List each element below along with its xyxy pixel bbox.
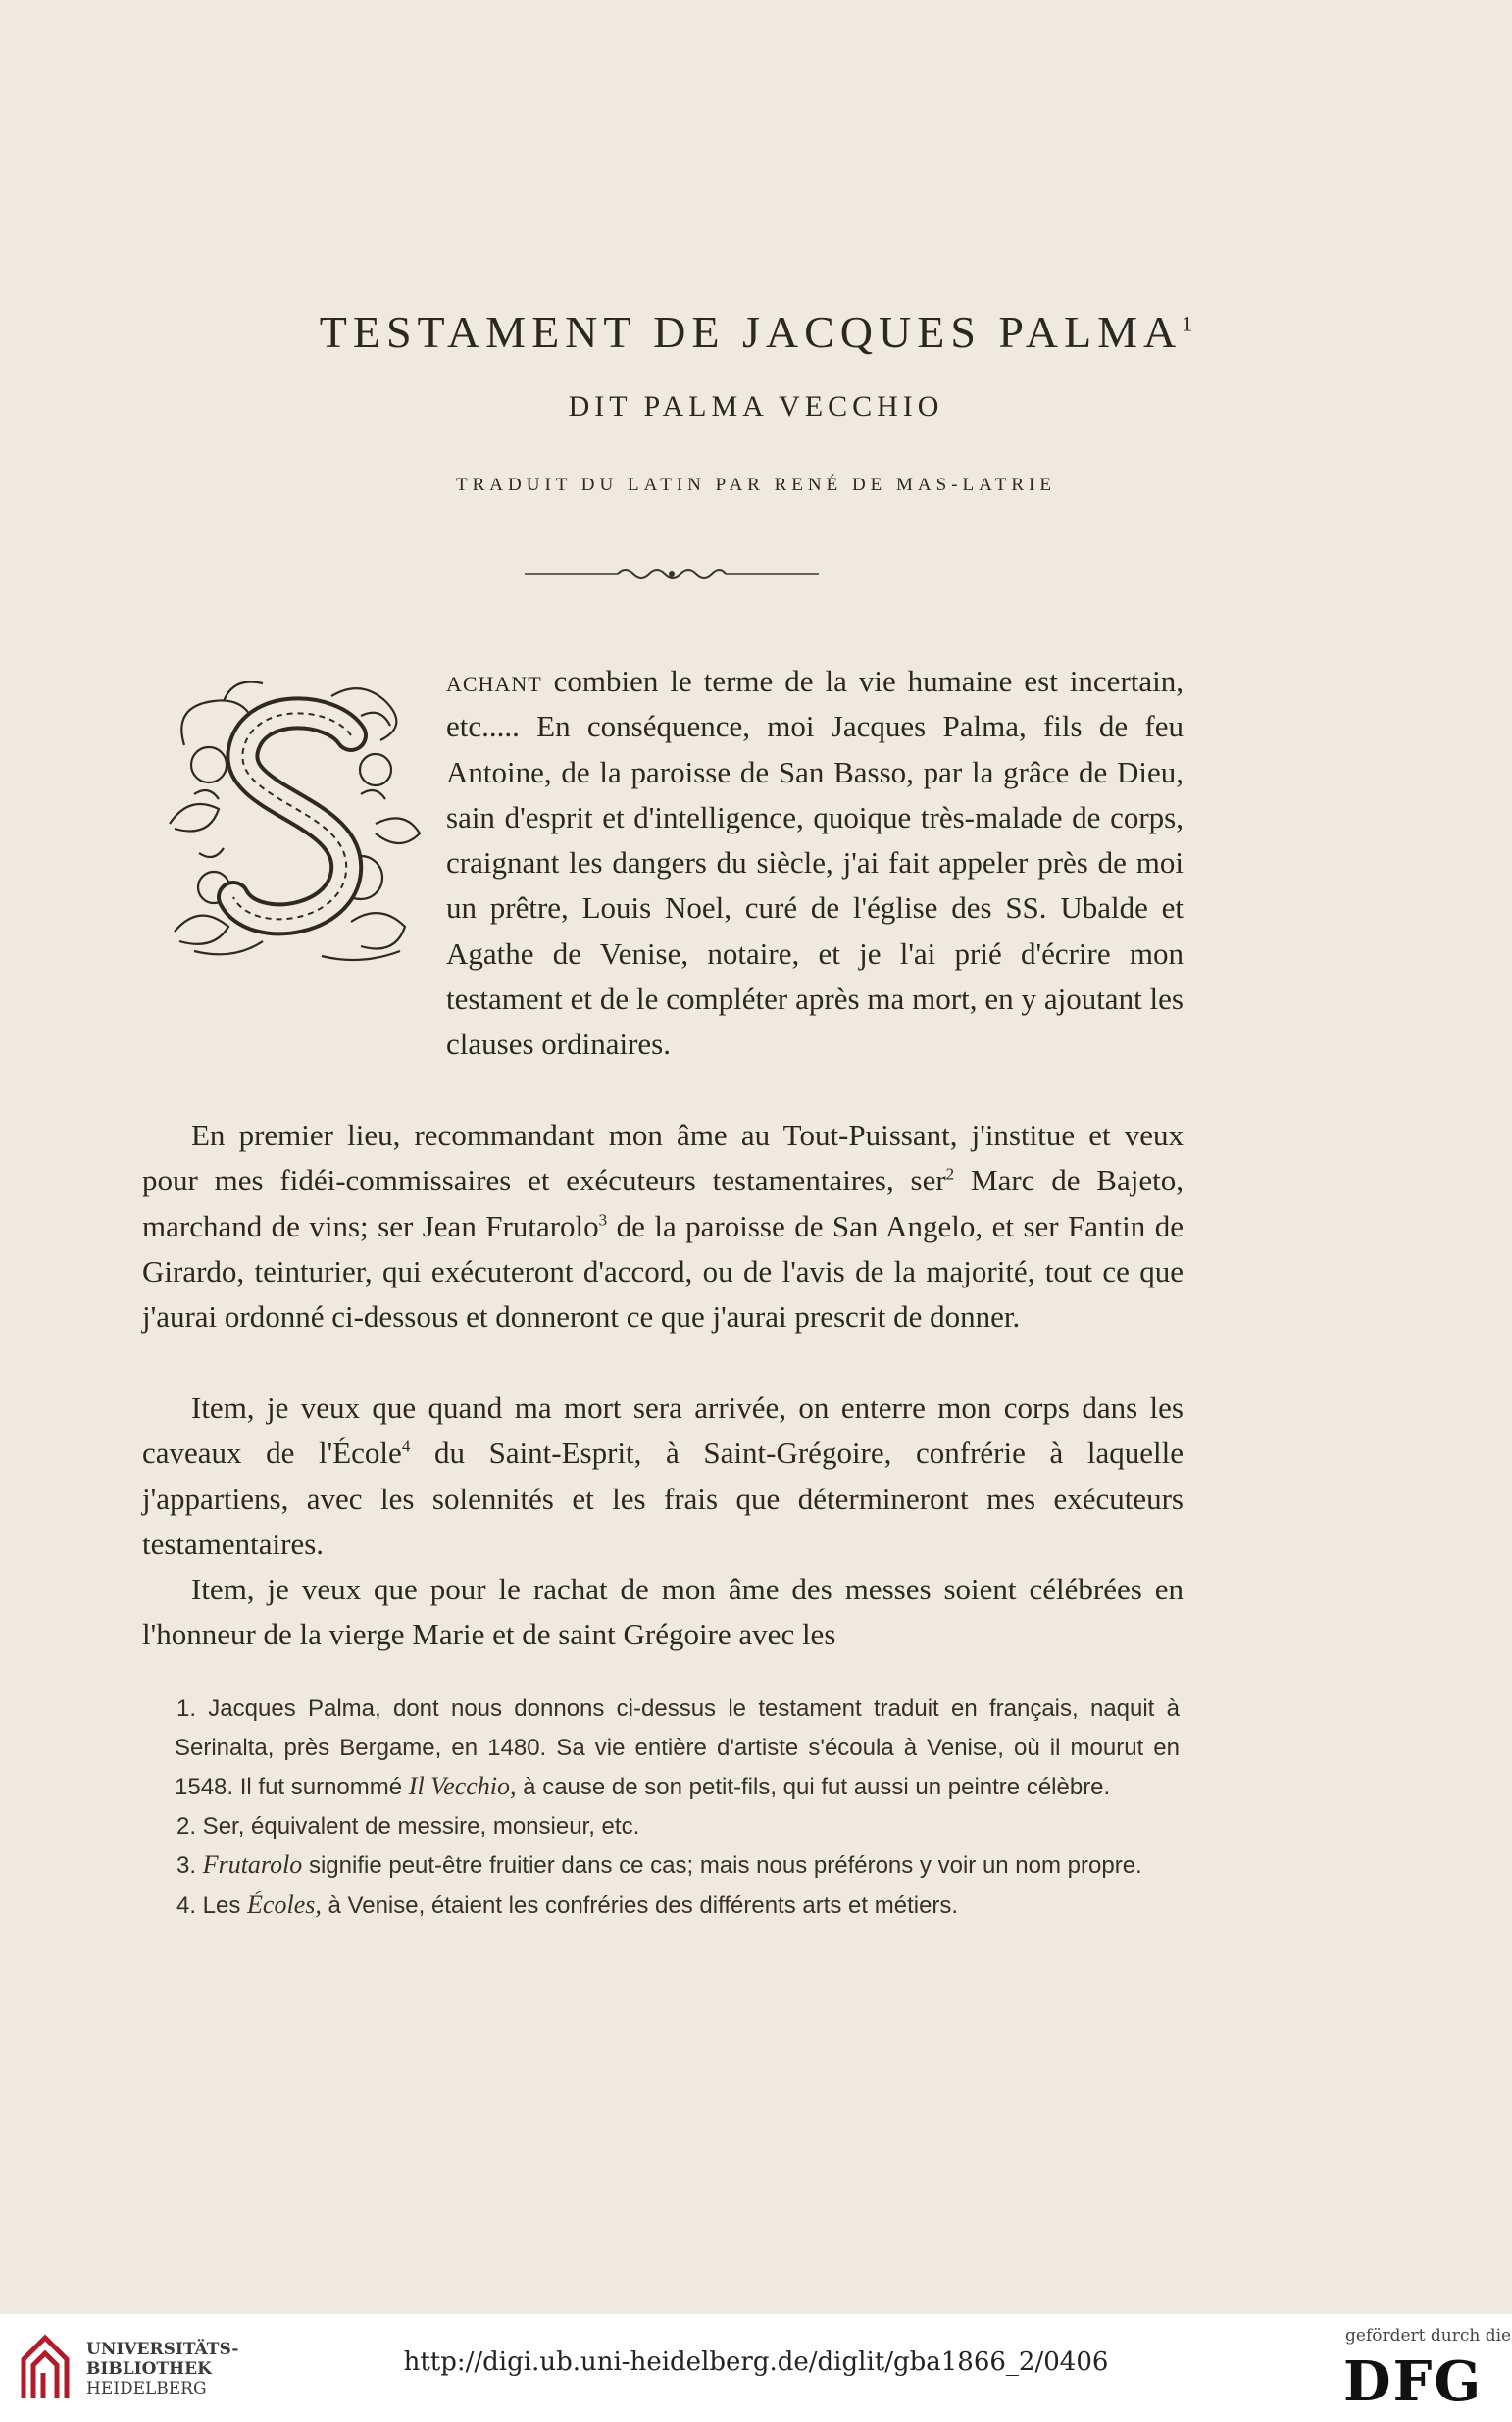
library-name: UNIVERSITÄTS- BIBLIOTHEK HEIDELBERG	[86, 2340, 239, 2398]
article-title: TESTAMENT DE JACQUES PALMA$^1$	[319, 307, 1193, 357]
footnote-ref-4[interactable]: 4	[401, 1437, 411, 1456]
paragraph-2: En premier lieu, recommandant mon âme au Tout-Puissant, j'institue et veux pour mes fidéi-commissaires et exécuteurs testamentaires, ser$^2$ Marc de Bajeto, marchand de vins; ser Jean Frutarolo$^3$ de la paroisse de San Angelo, et ser Fantin de Girardo, teinturier, qui exécuteront d'accord, ou de l'avis de la majorité, tout ce que j'aurai ordonné ci-dessous et donneront ce que j'aurai prescrit de donner.	[142, 1118, 1184, 1335]
article-subtitle: DIT PALMA VECCHIO	[568, 390, 944, 423]
paragraph-4: Item, je veux que pour le rachat de mon âme des messes soient célébrées en l'honneur de la vierge Marie et de saint Grégoire avec les	[142, 1572, 1184, 1652]
ornament-divider-icon	[525, 559, 819, 588]
dfg-logo: DFG	[1343, 2349, 1484, 2414]
footnote-ref-1[interactable]: 1	[1182, 311, 1193, 336]
funded-by-label: gefördert durch die	[1345, 2326, 1512, 2346]
translator-credit: TRADUIT DU LATIN PAR RENÉ DE MAS-LATRIE	[456, 475, 1056, 495]
footnote-1: 1. Jacques Palma, dont nous donnons ci-dessus le testament traduit en français, naquit à Serinalta, près Bergame, en 1480. Sa vie entière d'artiste s'écoula à Venise, où il mourut en 1548. Il fut surnommé Il Vecchio, à cause de son petit-fils, qui fut aussi un peintre célèbre.	[175, 1695, 1180, 1800]
paragraph-3: Item, je veux que quand ma mort sera arrivée, on enterre mon corps dans les caveaux de l'École$^4$ du Saint-Esprit, à Saint-Grégoire, confrérie à laquelle j'appartiens, avec les solennités et les frais que détermineront mes exécuteurs testamentaires.	[142, 1390, 1184, 1561]
permalink-url[interactable]: http://digi.ub.uni-heidelberg.de/diglit/gba1866_2/0406	[403, 2347, 1109, 2377]
footnote-4: 4. Les Écoles, à Venise, étaient les confréries des différents arts et métiers.	[176, 1890, 959, 1919]
opening-small-caps: achant	[446, 664, 542, 698]
footnote-ref-2[interactable]: 2	[945, 1164, 955, 1184]
opening-paragraph: achant combien le terme de la vie humaine est incertain, etc..... En conséquence, moi Jacques Palma, fils de feu Antoine, de la paroisse de San Basso, par la grâce de Dieu, sain d'esprit et d'intelligence, quoique très-malade de corps, craignant les dangers du siècle, j'ai fait appeler près de moi un prêtre, Louis Noel, curé de l'église des SS. Ubalde et Agathe de Venise, notaire, et je l'ai prié d'écrire mon testament et de le compléter après ma mort, en y ajoutant les clauses ordinaires.	[446, 664, 1184, 1062]
footnotes	[175, 1690, 1180, 1925]
footnote-2: 2. Ser, équivalent de messire, monsieur, etc.	[176, 1812, 640, 1840]
footnote-3: 3. Frutarolo signifie peut-être fruitier dans ce cas; mais nous préférons y voir un nom propre.	[176, 1850, 1142, 1879]
footnote-ref-3[interactable]: 3	[598, 1210, 608, 1230]
